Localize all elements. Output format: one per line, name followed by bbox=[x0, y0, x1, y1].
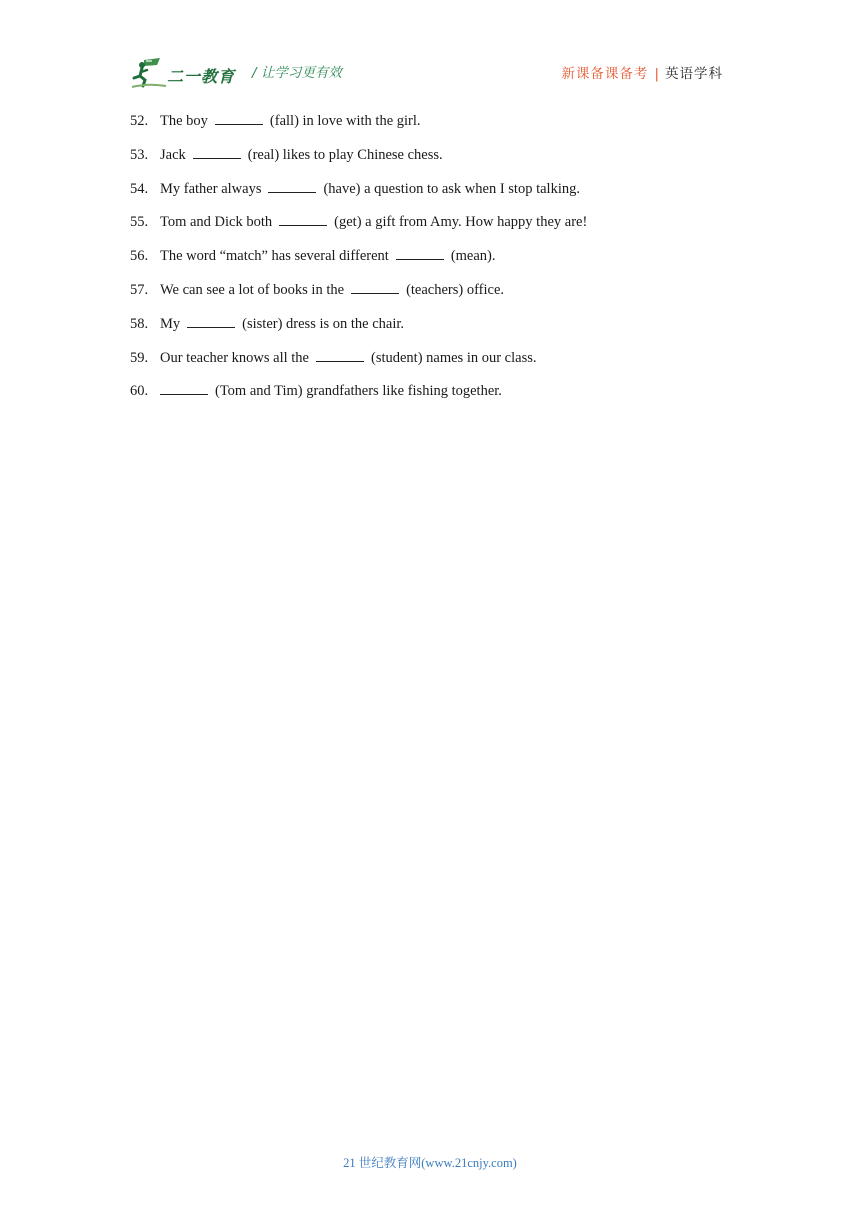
question-number: 60. bbox=[130, 383, 149, 400]
question-list bbox=[130, 110, 730, 414]
answer-blank[interactable] bbox=[193, 144, 241, 159]
answer-blank[interactable] bbox=[279, 211, 327, 226]
question-text-before: Our teacher knows all the bbox=[160, 349, 309, 366]
question-number: 53. bbox=[130, 146, 149, 163]
question-item bbox=[130, 279, 730, 313]
question-item bbox=[130, 313, 730, 347]
question-text-after: (get) a gift from Amy. How happy they are! bbox=[334, 214, 588, 231]
question-text-before: My bbox=[160, 315, 181, 332]
question-number: 54. bbox=[130, 180, 149, 197]
question-item bbox=[130, 178, 730, 212]
question-text-before: The word “match” has several different bbox=[160, 248, 389, 265]
question-text-before: Tom and Dick both bbox=[160, 214, 273, 231]
answer-blank[interactable] bbox=[316, 347, 364, 362]
question-text-before: Jack bbox=[160, 146, 186, 163]
answer-blank[interactable] bbox=[351, 279, 399, 294]
brand-logo bbox=[130, 56, 242, 90]
answer-blank[interactable] bbox=[215, 110, 263, 125]
question-text-after: (real) likes to play Chinese chess. bbox=[247, 146, 443, 163]
question-item bbox=[130, 380, 730, 414]
question-text-after: (have) a question to ask when I stop talking. bbox=[323, 180, 580, 197]
slogan: / 让学习更有效 bbox=[252, 65, 342, 81]
question-text-after: (teachers) office. bbox=[406, 281, 505, 298]
answer-blank[interactable] bbox=[268, 178, 316, 193]
subject-label: 英语学科 bbox=[665, 66, 723, 82]
answer-blank[interactable] bbox=[187, 313, 235, 328]
header-tag bbox=[561, 62, 723, 82]
question-number: 59. bbox=[130, 349, 149, 366]
runner-icon bbox=[130, 56, 170, 90]
question-number: 56. bbox=[130, 248, 149, 265]
page-header bbox=[0, 0, 860, 100]
page-footer: 21 世纪教育网(www.21cnjy.com) bbox=[343, 1156, 517, 1170]
question-item bbox=[130, 347, 730, 381]
question-text-before: The boy bbox=[160, 113, 208, 129]
question-number: 57. bbox=[130, 281, 149, 298]
question-number: 52. bbox=[130, 113, 149, 129]
question-item bbox=[130, 110, 730, 144]
answer-blank[interactable] bbox=[396, 245, 444, 260]
question-text-after: (fall) in love with the girl. bbox=[269, 113, 421, 129]
answer-blank[interactable] bbox=[160, 380, 208, 395]
header-separator: | bbox=[654, 66, 659, 82]
question-item bbox=[130, 245, 730, 279]
question-item bbox=[130, 211, 730, 245]
question-number: 55. bbox=[130, 214, 149, 231]
question-item bbox=[130, 144, 730, 178]
question-text-after: (student) names in our class. bbox=[370, 349, 537, 366]
question-text-after: (mean). bbox=[450, 248, 496, 265]
question-text-before: My father always bbox=[160, 180, 262, 197]
question-text-before: We can see a lot of books in the bbox=[160, 281, 345, 298]
question-number: 58. bbox=[130, 315, 149, 332]
question-text-after: (Tom and Tim) grandfathers like fishing together. bbox=[215, 383, 502, 400]
prep-label: 新课备课备考 bbox=[561, 66, 649, 82]
question-text-after: (sister) dress is on the chair. bbox=[242, 315, 405, 332]
logo-text: 二一教育 bbox=[167, 67, 236, 86]
